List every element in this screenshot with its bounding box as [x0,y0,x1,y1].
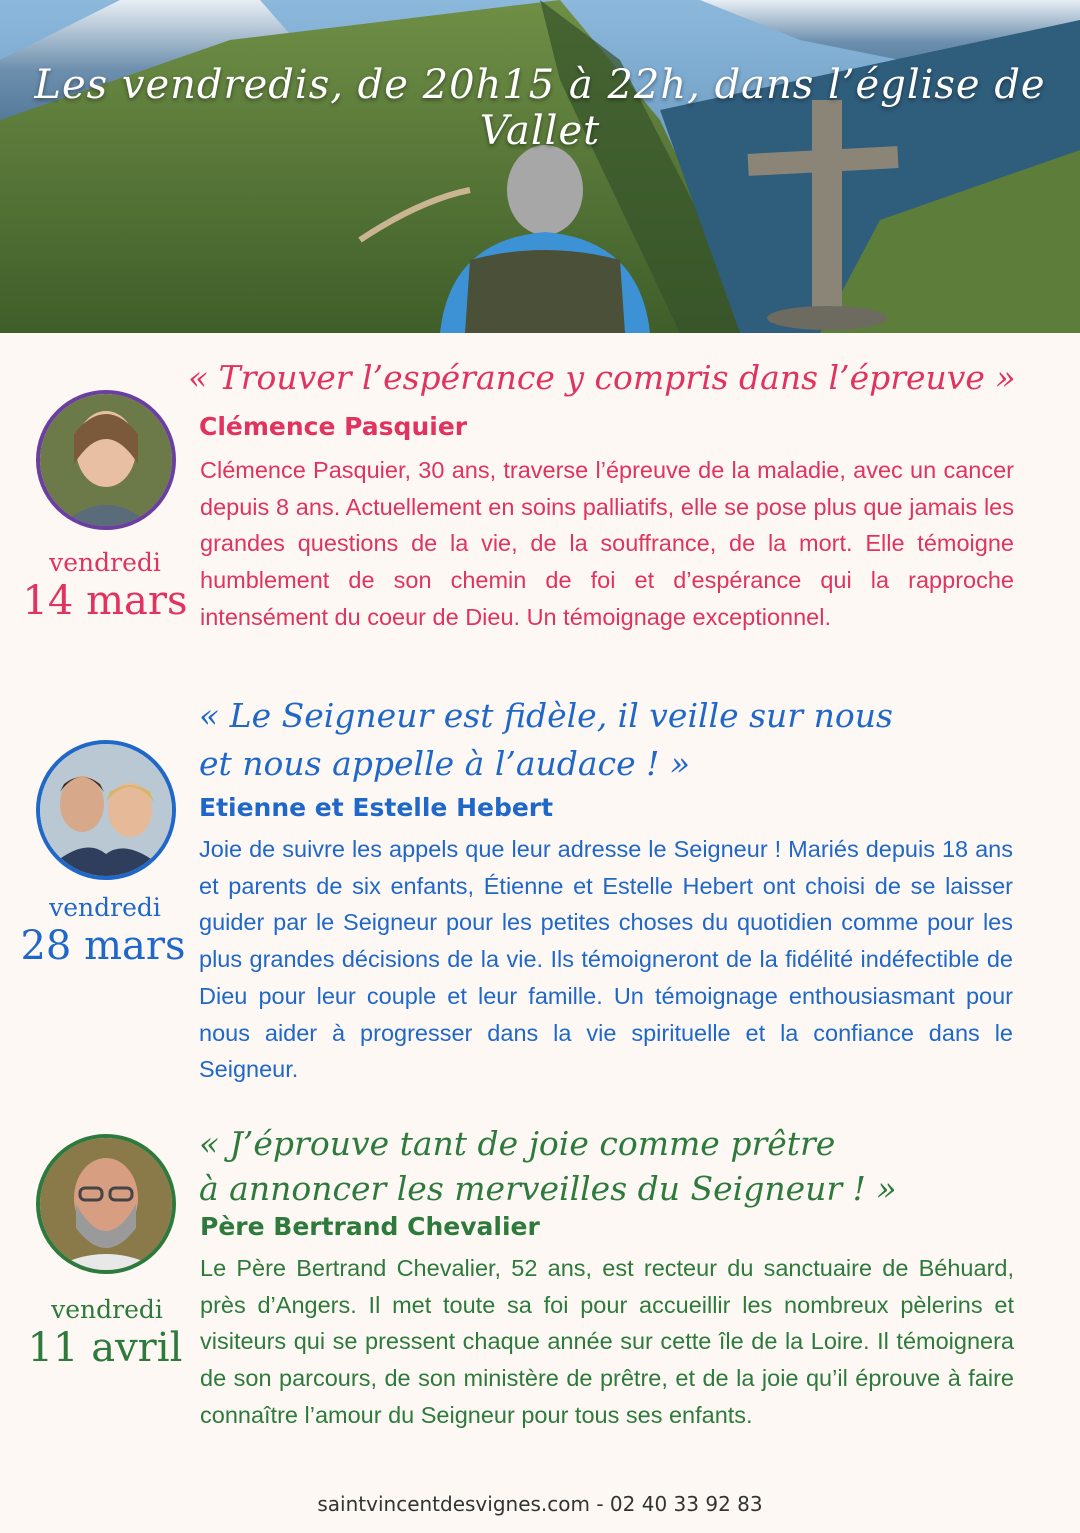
speaker-photo-avatar [36,740,176,880]
event-quote: « J’éprouve tant de joie comme prêtre [199,1124,836,1163]
speaker-name: Etienne et Estelle Hebert [199,793,554,822]
event-quote: « Le Seigneur est fidèle, il veille sur nous [199,696,893,735]
event-quote: « Trouver l’espérance y compris dans l’épreuve » [188,358,1016,397]
event-date: 11 avril [27,1325,183,1371]
event-date: 28 mars [20,923,186,969]
speaker-name: Père Bertrand Chevalier [200,1212,540,1241]
hero-banner [0,0,1080,333]
event-description: Le Père Bertrand Chevalier, 52 ans, est recteur du sanctuaire de Béhuard, près d’Angers. Il met toute sa foi pour accueillir les nombreux pèlerins et visiteurs qui se pressent chaque année sur cette île de la Loire. Il témoignera de son parcours, de son ministère de prêtre, et de la joie qu’il éprouve à faire connaître l’amour du Seigneur pour tous ses enfants. [200,1255,1014,1428]
event-quote-line2: à annoncer les merveilles du Seigneur ! » [199,1169,897,1208]
speaker-photo-avatar [36,390,176,530]
event-quote-line2: et nous appelle à l’audace ! » [199,744,691,783]
mountain-landscape-image [0,0,1080,333]
footer-contact: saintvincentdesvignes.com - 02 40 33 92 83 [317,1492,763,1516]
event-day: vendredi [49,548,161,577]
event-description: Clémence Pasquier, 30 ans, traverse l’épreuve de la maladie, avec un cancer depuis 8 ans. Actuellement en soins palliatifs, elle se pose plus que jamais les grandes questions de la vie, de la souffrance, de la mort. Elle témoigne humblement de son chemin de foi et d’espérance qui la rapproche intensément du coeur de Dieu. Un témoignage exceptionnel. [200,457,1014,630]
hero-title: Les vendredis, de 20h15 à 22h, dans l’église de Vallet [34,62,1046,154]
event-day: vendredi [51,1295,163,1324]
speaker-name: Clémence Pasquier [199,412,468,441]
event-description: Joie de suivre les appels que leur adresse le Seigneur ! Mariés depuis 18 ans et parents de six enfants, Étienne et Estelle Hebert ont choisi de se laisser guider par le Seigneur pour les petites choses du quotidien comme pour les plus grandes décisions de la vie. Ils témoigneront de la fidélité indéfectible de Dieu pour leur couple et leur famille. Un témoignage enthousiasmant pour nous aider à progresser dans la vie spirituelle et la confiance dans le Seigneur. [199,836,1013,1083]
event-day: vendredi [49,893,161,922]
event-date: 14 mars [22,578,188,624]
speaker-photo-avatar [36,1134,176,1274]
